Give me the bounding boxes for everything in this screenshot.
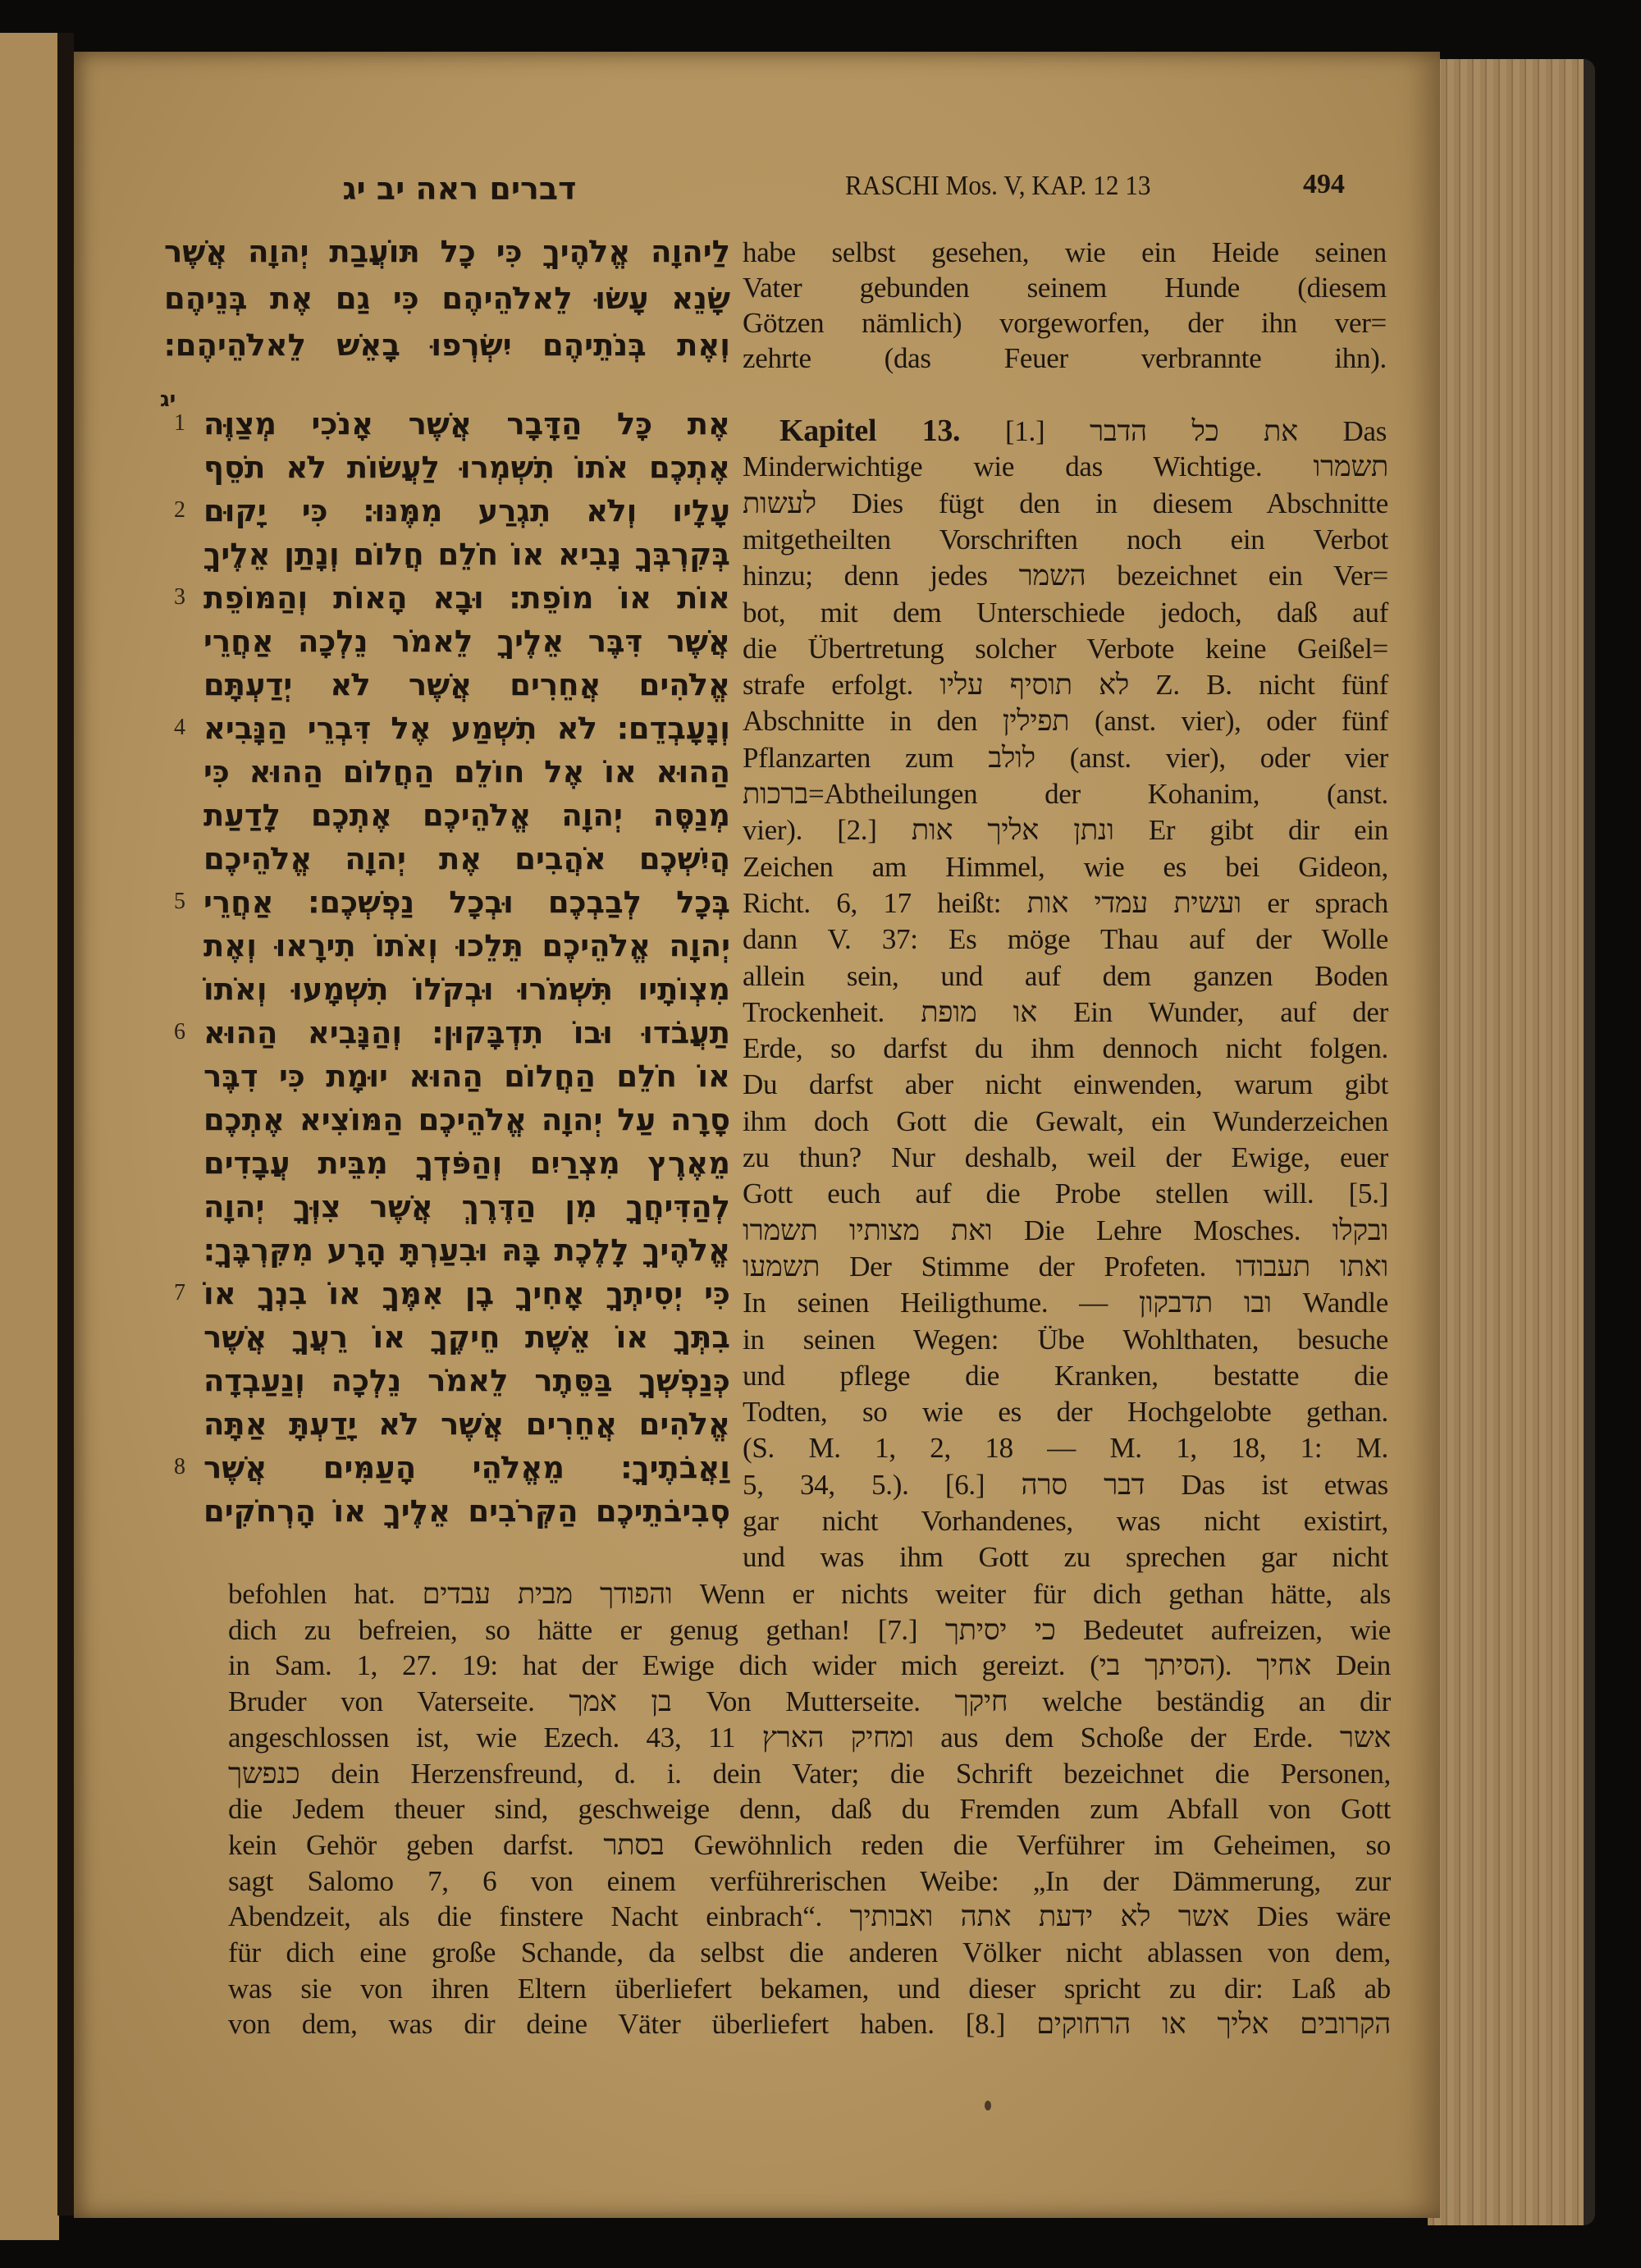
commentary-line: die Jedem theuer sind, geschweige denn, daß du Fremden zum Abfall von Gott (228, 1793, 1391, 1826)
chapter-heading: Kapitel 13. (779, 414, 961, 448)
commentary-line: Trockenheit. או מופת Ein Wunder, auf der (743, 995, 1388, 1028)
hebrew-text-line: כִּי יְסִיתְךָ אָחִיךָ בֶן אִמֶּךָ אוֹ בִנְךָ אוֹ (203, 1276, 730, 1311)
commentary-line: angeschlossen ist, wie Ezech. 43, 11 ומחיק הארץ aus dem Schoße der Erde. אשר (228, 1721, 1391, 1754)
hebrew-text-line: אֱלֹהִים אֲחֵרִים אֲשֶׁר לֹא יָדַעְתָּ אַתָּה (203, 1406, 730, 1442)
hebrew-text-line: תַעֲבֹדוּ וּבוֹ תִדְבָּקוּן׃ וְהַנָּבִיא הַהוּא (203, 1015, 730, 1050)
verse-number: 1 (174, 410, 185, 436)
commentary-line: Vater gebunden seinem Hunde (diesem (743, 272, 1387, 304)
hebrew-text-line: עָלָיו וְלֹא תִגְרַע מִמֶּנּוּ׃ כִּי יָקוּם (203, 493, 730, 528)
commentary-text: [1.] את כל הדבר Das (1004, 415, 1387, 447)
hebrew-text-line: מִצְוֹתָיו תִּשְׁמֹרוּ וּבְקֹלוֹ תִשְׁמָעוּ וְאֹתוֹ (203, 972, 730, 1007)
commentary-line: Minderwichtige wie das Wichtige. תשמרו (743, 450, 1388, 483)
commentary-line: von dem, was dir deine Väter überliefert haben. [8.] הקרובים אליך או הרחוקים (228, 2008, 1391, 2041)
chapter-marker: יג (160, 387, 176, 412)
hebrew-text-line: אֶת כָּל הַדָּבָר אֲשֶׁר אָנֹכִי מְצַוֶּה (203, 406, 730, 441)
hebrew-text-line: אוֹ חֹלֵם הַחֲלוֹם הַהוּא יוּמָת כִּי דִבֶּר (203, 1059, 730, 1094)
hebrew-running-title: דברים ראה יב יג (342, 171, 577, 207)
commentary-line: und pflege die Kranken, bestatte die (743, 1359, 1388, 1392)
hebrew-text-line: בְּקִרְבְּךָ נָבִיא אוֹ חֹלֵם חֲלוֹם וְנָתַן אֵלֶיךָ (203, 537, 730, 572)
commentary-line: kein Gehör geben darfst. בסתר Gewöhnlich reden die Verführer im Geheimen, so (228, 1828, 1391, 1861)
commentary-line: 5, 34, 5.). [6.] דבר סרה Das ist etwas (743, 1468, 1388, 1501)
commentary-line: die Übertretung solcher Verbote keine Geißel= (743, 632, 1388, 665)
commentary-line: mitgetheilten Vorschriften noch ein Verbot (743, 523, 1388, 556)
hebrew-text-line: אֲשֶׁר דִּבֶּר אֵלֶיךָ לֵאמֹר נֵלְכָה אַחֲרֵי (203, 624, 730, 659)
hebrew-text-line: אֶתְכֶם אֹתוֹ תִשְׁמְרוּ לַעֲשׂוֹת לֹא תֹסֵף (203, 450, 730, 485)
commentary-line: hinzu; denn jedes השמר bezeichnet ein Ver= (743, 560, 1388, 592)
commentary-line: befohlen hat. והפודך מבית עבדים Wenn er nichts weiter für dich gethan hätte, als (228, 1578, 1391, 1610)
hebrew-text-line: סָרָה עַל יְהוָה אֱלֹהֵיכֶם הַמּוֹצִיא אֶתְכֶם (203, 1102, 730, 1137)
commentary-line: strafe erfolgt. לא תוסיף עליו Z. B. nicht fünf (743, 669, 1389, 702)
commentary-line: Erde, so darfst du ihm dennoch nicht folgen. (743, 1032, 1388, 1065)
hebrew-text-line: יְהוָה אֱלֹהֵיכֶם תֵּלֵכוּ וְאֹתוֹ תִירָאוּ וְאֶת (203, 928, 730, 963)
verse-number: 6 (174, 1019, 185, 1045)
commentary-line: allein sein, und auf dem ganzen Boden (743, 959, 1388, 992)
hebrew-text-line: וְאֶת בְּנֹתֵיהֶם יִשְׂרְפוּ בָאֵשׁ לֵאלֹהֵיהֶם׃ (164, 327, 730, 363)
commentary-line: zehrte (das Feuer verbrannte ihn). (743, 342, 1387, 374)
commentary-line: Gott euch auf die Probe stellen will. [5.] (743, 1177, 1388, 1210)
hebrew-text-line: לְהַדִּיחֲךָ מִן הַדֶּרֶךְ אֲשֶׁר צִוְּךָ יְהוָה (203, 1189, 730, 1224)
verse-number: 2 (174, 497, 185, 523)
facing-page-edge (0, 33, 59, 2240)
commentary-line: in seinen Wegen: Übe Wohlthaten, besuche (743, 1323, 1388, 1356)
commentary-line: כנפשך dein Herzensfreund, d. i. dein Vater; die Schrift bezeichnet die Personen, (228, 1757, 1391, 1790)
commentary-line: ברכות=Abtheilungen der Kohanim, (anst. (743, 778, 1388, 810)
verse-number: 5 (174, 889, 185, 914)
commentary-line: Zeichen am Himmel, wie es bei Gideon, (743, 850, 1388, 883)
hebrew-text-line: שָׂנֵא עָשׂוּ לֵאלֹהֵיהֶם כִּי גַם אֶת בְּנֵיהֶם (164, 281, 730, 316)
commentary-line: in Sam. 1, 27. 19: hat der Ewige dich wider mich gereizt. (הסיתך בי). אחיך Dein (228, 1649, 1391, 1682)
hebrew-text-line: הַהוּא אוֹ אֶל חוֹלֵם הַחֲלוֹם הַהוּא כִּי (203, 754, 730, 789)
commentary-line: תשמעו Der Stimme der Profeten. ואתו תעבודו (743, 1250, 1388, 1283)
hebrew-text-line: בִתְּךָ אוֹ אֵשֶׁת חֵיקֶךָ אוֹ רֵעֲךָ אֲשֶׁר (203, 1319, 730, 1355)
book-gutter (57, 33, 74, 2215)
verse-number: 4 (174, 715, 185, 740)
hebrew-text-line: הֲיִשְׁכֶם אֹהֲבִים אֶת יְהוָה אֱלֹהֵיכֶם (203, 841, 730, 876)
page-stack-edge (1428, 59, 1595, 2225)
hebrew-text-line: וַאֲבֹתֶיךָ׃ מֵאֱלֹהֵי הָעַמִּים אֲשֶׁר (203, 1450, 730, 1485)
hebrew-text-line: אֱלֹהֶיךָ לָלֶכֶת בָּהּ וּבִעַרְתָּ הָרָע מִקִּרְבֶּךָ׃ (203, 1232, 730, 1268)
commentary-line: In seinen Heiligthume. — ובו תדבקון Wandle (743, 1287, 1388, 1319)
commentary-line: Bruder von Vaterseite. בן אמך Von Mutterseite. חיקך welche beständig an dir (228, 1685, 1391, 1718)
running-title: RASCHI Mos. V, KAP. 12 13 (845, 171, 1151, 201)
commentary-line: dann V. 37: Es möge Thau auf der Wolle (743, 923, 1388, 956)
commentary-line: Richt. 6, 17 heißt: ועשית עמדי אות er sprach (743, 886, 1388, 919)
commentary-line: was sie von ihren Eltern überliefert bekamen, und dieser spricht zu dir: Laß ab (228, 1972, 1391, 2005)
verse-number: 7 (174, 1280, 185, 1305)
commentary-line: vier). [2.] ונתן אליך אות Er gibt dir ein (743, 814, 1388, 847)
commentary-line: gar nicht Vorhandenes, was nicht existirt, (743, 1505, 1388, 1537)
verse-number: 3 (174, 584, 185, 610)
commentary-line: dich zu befreien, so hätte er genug gethan! [7.] כי יסיתך Bedeutet aufreizen, wie (228, 1613, 1392, 1646)
hebrew-text-line: סְבִיבֹתֵיכֶם הַקְּרֹבִים אֵלֶיךָ אוֹ הָרְחֹקִים (203, 1493, 730, 1529)
commentary-line: Götzen nämlich) vorgeworfen, der ihn ver= (743, 307, 1387, 339)
hebrew-text-line: מֵאֶרֶץ מִצְרַיִם וְהַפֹּדְךָ מִבֵּית עֲבָדִים (203, 1145, 730, 1181)
commentary-line: habe selbst gesehen, wie ein Heide seinen (743, 236, 1387, 268)
hebrew-text-line: וְנָעָבְדֵם׃ לֹא תִשְׁמַע אֶל דִּבְרֵי הַנָּבִיא (203, 711, 730, 746)
page-number: 494 (1303, 169, 1345, 199)
commentary-line: Todten, so wie es der Hochgelobte gethan. (743, 1396, 1388, 1429)
commentary-line: (S. M. 1, 2, 18 — M. 1, 18, 1: M. (743, 1432, 1388, 1465)
commentary-line: ihm doch Gott die Gewalt, ein Wunderzeichen (743, 1104, 1388, 1137)
commentary-line: Abendzeit, als die finstere Nacht einbrach“. אשר לא ידעת אתה ואבותיך Dies wäre (228, 1900, 1391, 1933)
hebrew-text-line: בְּכָל לְבַבְכֶם וּבְכָל נַפְשְׁכֶם׃ אַחֲרֵי (203, 885, 730, 920)
commentary-line (779, 413, 1387, 449)
hebrew-text-line: אוֹת אוֹ מוֹפֵת׃ וּבָא הָאוֹת וְהַמּוֹפֵת (203, 580, 730, 615)
commentary-line: Du darfst aber nicht einwenden, warum gibt (743, 1068, 1388, 1101)
hebrew-text-line: אֱלֹהִים אֲחֵרִים אֲשֶׁר לֹא יְדַעְתָּם (203, 667, 730, 702)
hebrew-text-line: מְנַסֶּה יְהוָה אֱלֹהֵיכֶם אֶתְכֶם לָדַעַת (203, 798, 730, 833)
commentary-line: Abschnitte in den תפילין (anst. vier), oder fünf (743, 705, 1388, 738)
commentary-line: לעשות Dies fügt den in diesem Abschnitte (743, 487, 1388, 519)
hebrew-text-line: כְּנַפְשְׁךָ בַּסֵּתֶר לֵאמֹר נֵלְכָה וְנַעַבְדָה (203, 1363, 730, 1398)
commentary-line: zu thun? Nur deshalb, weil der Ewige, euer (743, 1141, 1388, 1173)
commentary-line: und was ihm Gott zu sprechen gar nicht (743, 1541, 1388, 1574)
verse-number: 8 (174, 1454, 185, 1479)
commentary-line: für dich eine große Schande, da selbst die anderen Völker nicht ablassen von dem, (228, 1936, 1391, 1968)
commentary-line: Pflanzarten zum לולב (anst. vier), oder vier (743, 741, 1388, 774)
hebrew-text-line: לַיהוָה אֱלֹהֶיךָ כִּי כָל תּוֹעֲבַת יְהוָה אֲשֶׁר (164, 234, 730, 269)
paper-spot (985, 2101, 991, 2110)
commentary-line: ואת מצותיו תשמרו Die Lehre Mosches. ובקלו (743, 1214, 1388, 1246)
commentary-line: bot, mit dem Unterschiede jedoch, daß auf (743, 596, 1388, 629)
commentary-line: sagt Salomo 7, 6 von einem verführerischen Weibe: „In der Dämmerung, zur (228, 1864, 1391, 1897)
